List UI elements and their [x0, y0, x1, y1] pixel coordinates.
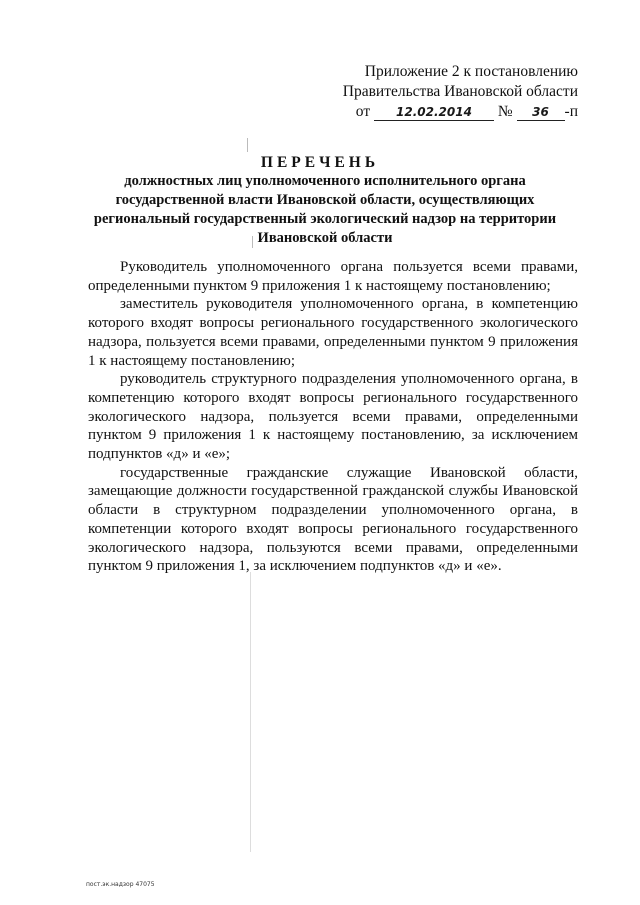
appendix-line-1: Приложение 2 к постановлению	[364, 63, 578, 80]
appendix-line-3	[300, 102, 578, 122]
subtitle-line-1: должностных лиц уполномоченного исполнительного органа	[124, 173, 526, 189]
document-subtitle	[70, 172, 580, 248]
number-suffix: -п	[564, 103, 578, 120]
paragraph-civil-servants: государственные гражданские служащие Ивановской области, замещающие должности государственной гражданской службы Ивановской области в структурном подразделении уполномоченного органа, в компетенции которого входят вопросы регионального государственного экологического надзора, пользуются всеми правами, определенными пунктом 9 приложения 1, за исключением подпунктов «д» и «е».	[88, 464, 578, 575]
appendix-line-2: Правительства Ивановской области	[342, 83, 578, 100]
scan-artifact-line	[247, 138, 248, 152]
document-title: ПЕРЕЧЕНЬ	[260, 154, 380, 171]
appendix-header	[300, 62, 578, 122]
from-label: от	[355, 103, 371, 120]
document-body	[88, 258, 578, 576]
subtitle-line-3: региональный государственный экологический надзор на территории	[93, 211, 557, 227]
paragraph-head: Руководитель уполномоченного органа пользуется всеми правами, определенными пунктом 9 приложения 1 к настоящему постановлению;	[88, 259, 578, 294]
scan-artifact-line	[250, 572, 251, 852]
handwritten-date: 12.02.2014	[374, 104, 494, 121]
subtitle-line-4: Ивановской области	[257, 230, 393, 246]
handwritten-number: 36	[517, 104, 565, 121]
paragraph-deputy: заместитель руководителя уполномоченного органа, в компетенцию которого входят вопросы регионального государственного экологического надзора, пользуется всеми правами, определенными пунктом 9 приложения 1 к настоящему постановлению;	[88, 296, 578, 369]
footer-filename: пост.эк.надзор 47075	[86, 881, 155, 888]
paragraph-unit-head: руководитель структурного подразделения уполномоченного органа, в компетенцию которого входят вопросы регионального государственного экологического надзора, пользуется всеми правами, определенными пунктом 9 приложения 1 к настоящему постановлению, за исключением подпунктов «д» и «е»;	[88, 371, 578, 463]
subtitle-line-2: государственной власти Ивановской области, осуществляющих	[115, 192, 535, 208]
number-sign: №	[497, 103, 513, 120]
